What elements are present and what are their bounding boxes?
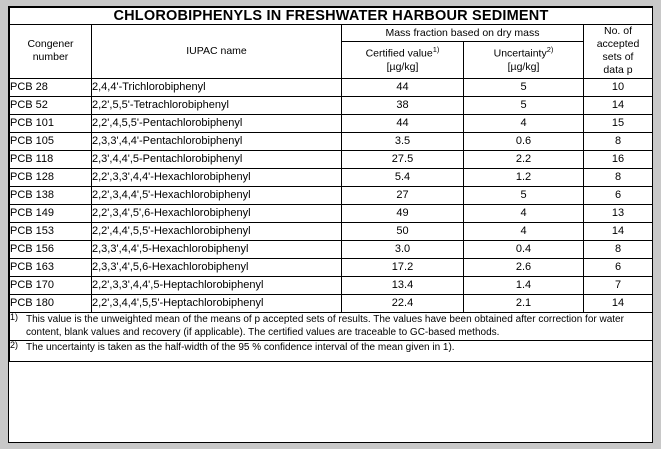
cell-certified-value: 27 <box>342 186 464 204</box>
cell-congener: PCB 138 <box>10 186 92 204</box>
cell-certified-value: 49 <box>342 204 464 222</box>
cell-certified-value: 44 <box>342 114 464 132</box>
cell-congener: PCB 28 <box>10 78 92 96</box>
footnote-row-2 <box>10 340 653 362</box>
header-congener-number-line2: number <box>32 51 69 64</box>
cell-iupac-name: 2,4,4'-Trichlorobiphenyl <box>92 78 342 96</box>
cell-uncertainty: 2.2 <box>464 150 584 168</box>
cell-uncertainty: 0.6 <box>464 132 584 150</box>
certified-values-table <box>9 7 653 362</box>
cell-certified-value: 27.5 <box>342 150 464 168</box>
table-row <box>10 150 653 168</box>
cell-iupac-name: 2,2',3,3',4,4'-Hexachlorobiphenyl <box>92 168 342 186</box>
table-row <box>10 204 653 222</box>
cell-congener: PCB 101 <box>10 114 92 132</box>
cell-certified-value: 38 <box>342 96 464 114</box>
cell-uncertainty: 1.2 <box>464 168 584 186</box>
header-row-1 <box>10 25 653 42</box>
cell-iupac-name: 2,2',5,5'-Tetrachlorobiphenyl <box>92 96 342 114</box>
table-row <box>10 96 653 114</box>
cell-congener: PCB 153 <box>10 222 92 240</box>
header-mass-fraction: Mass fraction based on dry mass <box>342 25 584 42</box>
header-uncertainty-text: Uncertainty <box>493 47 547 60</box>
cell-accepted-sets: 8 <box>584 240 653 258</box>
footnote-1-marker: 1) <box>10 311 19 322</box>
cell-uncertainty: 4 <box>464 114 584 132</box>
page-title: CHLOROBIPHENYLS IN FRESHWATER HARBOUR SEDIMENT <box>10 8 653 25</box>
table-row <box>10 258 653 276</box>
title-row <box>10 8 653 25</box>
cell-certified-value: 3.5 <box>342 132 464 150</box>
cell-iupac-name: 2,2',3,4,4',5,5'-Heptachlorobiphenyl <box>92 294 342 312</box>
cell-accepted-sets: 14 <box>584 96 653 114</box>
cell-uncertainty: 2.1 <box>464 294 584 312</box>
header-accepted-sets-line4: data p <box>603 64 633 77</box>
header-certified-value-unit: [µg/kg] <box>386 61 419 74</box>
cell-congener: PCB 118 <box>10 150 92 168</box>
cell-certified-value: 50 <box>342 222 464 240</box>
header-certified-value-text: Certified value <box>365 47 433 60</box>
cell-certified-value: 44 <box>342 78 464 96</box>
cell-accepted-sets: 14 <box>584 222 653 240</box>
cell-accepted-sets: 8 <box>584 168 653 186</box>
certificate-sheet <box>8 6 653 443</box>
footnote-1-text: This value is the unweighted mean of the means of p accepted sets of results. The values have been obtained after correction for water content, blank values and recovery (if applicable). The certified values are traceable to GC-based methods. <box>26 313 624 338</box>
table-row <box>10 168 653 186</box>
cell-iupac-name: 2,2',3,4',5',6-Hexachlorobiphenyl <box>92 204 342 222</box>
header-uncertainty <box>464 42 584 78</box>
cell-accepted-sets: 6 <box>584 186 653 204</box>
cell-accepted-sets: 6 <box>584 258 653 276</box>
cell-congener: PCB 180 <box>10 294 92 312</box>
table-row <box>10 294 653 312</box>
cell-iupac-name: 2,3',4,4',5-Pentachlorobiphenyl <box>92 150 342 168</box>
cell-accepted-sets: 10 <box>584 78 653 96</box>
cell-certified-value: 13.4 <box>342 276 464 294</box>
cell-uncertainty: 5 <box>464 96 584 114</box>
cell-congener: PCB 170 <box>10 276 92 294</box>
header-iupac-name: IUPAC name <box>92 25 342 79</box>
footnote-2-text: The uncertainty is taken as the half-width of the 95 % confidence interval of the mean given in 1). <box>26 341 455 353</box>
cell-iupac-name: 2,2',3,4,4',5'-Hexachlorobiphenyl <box>92 186 342 204</box>
header-certified-value <box>342 42 464 78</box>
cell-iupac-name: 2,3,3',4,4'-Pentachlorobiphenyl <box>92 132 342 150</box>
header-uncertainty-footnote-ref: 2) <box>546 45 554 55</box>
cell-accepted-sets: 8 <box>584 132 653 150</box>
header-congener-number <box>10 25 92 79</box>
header-congener-number-line1: Congener <box>27 38 74 51</box>
cell-certified-value: 22.4 <box>342 294 464 312</box>
header-certified-value-footnote-ref: 1) <box>432 45 440 55</box>
table-row <box>10 78 653 96</box>
table-row <box>10 186 653 204</box>
cell-iupac-name: 2,2',4,5,5'-Pentachlorobiphenyl <box>92 114 342 132</box>
table-row <box>10 114 653 132</box>
cell-congener: PCB 105 <box>10 132 92 150</box>
cell-certified-value: 3.0 <box>342 240 464 258</box>
cell-accepted-sets: 15 <box>584 114 653 132</box>
cell-accepted-sets: 7 <box>584 276 653 294</box>
header-accepted-sets-line3: sets of <box>602 51 634 64</box>
cell-congener: PCB 163 <box>10 258 92 276</box>
table-row <box>10 276 653 294</box>
cell-uncertainty: 4 <box>464 222 584 240</box>
cell-certified-value: 17.2 <box>342 258 464 276</box>
header-uncertainty-unit: [µg/kg] <box>507 61 540 74</box>
cell-uncertainty: 5 <box>464 78 584 96</box>
cell-iupac-name: 2,3,3',4,4',5-Hexachlorobiphenyl <box>92 240 342 258</box>
table-row <box>10 222 653 240</box>
footnote-2 <box>10 340 653 362</box>
cell-accepted-sets: 13 <box>584 204 653 222</box>
table-row <box>10 132 653 150</box>
cell-iupac-name: 2,2',4,4',5,5'-Hexachlorobiphenyl <box>92 222 342 240</box>
footnote-1 <box>10 312 653 340</box>
cell-certified-value: 5.4 <box>342 168 464 186</box>
cell-congener: PCB 52 <box>10 96 92 114</box>
cell-congener: PCB 149 <box>10 204 92 222</box>
header-certified-value-label <box>342 45 463 61</box>
cell-uncertainty: 5 <box>464 186 584 204</box>
cell-accepted-sets: 16 <box>584 150 653 168</box>
cell-uncertainty: 2.6 <box>464 258 584 276</box>
cell-congener: PCB 128 <box>10 168 92 186</box>
header-uncertainty-label <box>464 45 583 61</box>
table-row <box>10 240 653 258</box>
cell-uncertainty: 0.4 <box>464 240 584 258</box>
cell-uncertainty: 1.4 <box>464 276 584 294</box>
header-accepted-sets-line2: accepted <box>596 38 640 51</box>
cell-uncertainty: 4 <box>464 204 584 222</box>
footnote-row-1 <box>10 312 653 340</box>
header-accepted-sets <box>584 25 653 79</box>
cell-congener: PCB 156 <box>10 240 92 258</box>
cell-accepted-sets: 14 <box>584 294 653 312</box>
cell-iupac-name: 2,3,3',4',5,6-Hexachlorobiphenyl <box>92 258 342 276</box>
header-accepted-sets-line1: No. of <box>603 25 632 37</box>
footnote-2-marker: 2) <box>10 339 19 350</box>
cell-iupac-name: 2,2',3,3',4,4',5-Heptachlorobiphenyl <box>92 276 342 294</box>
